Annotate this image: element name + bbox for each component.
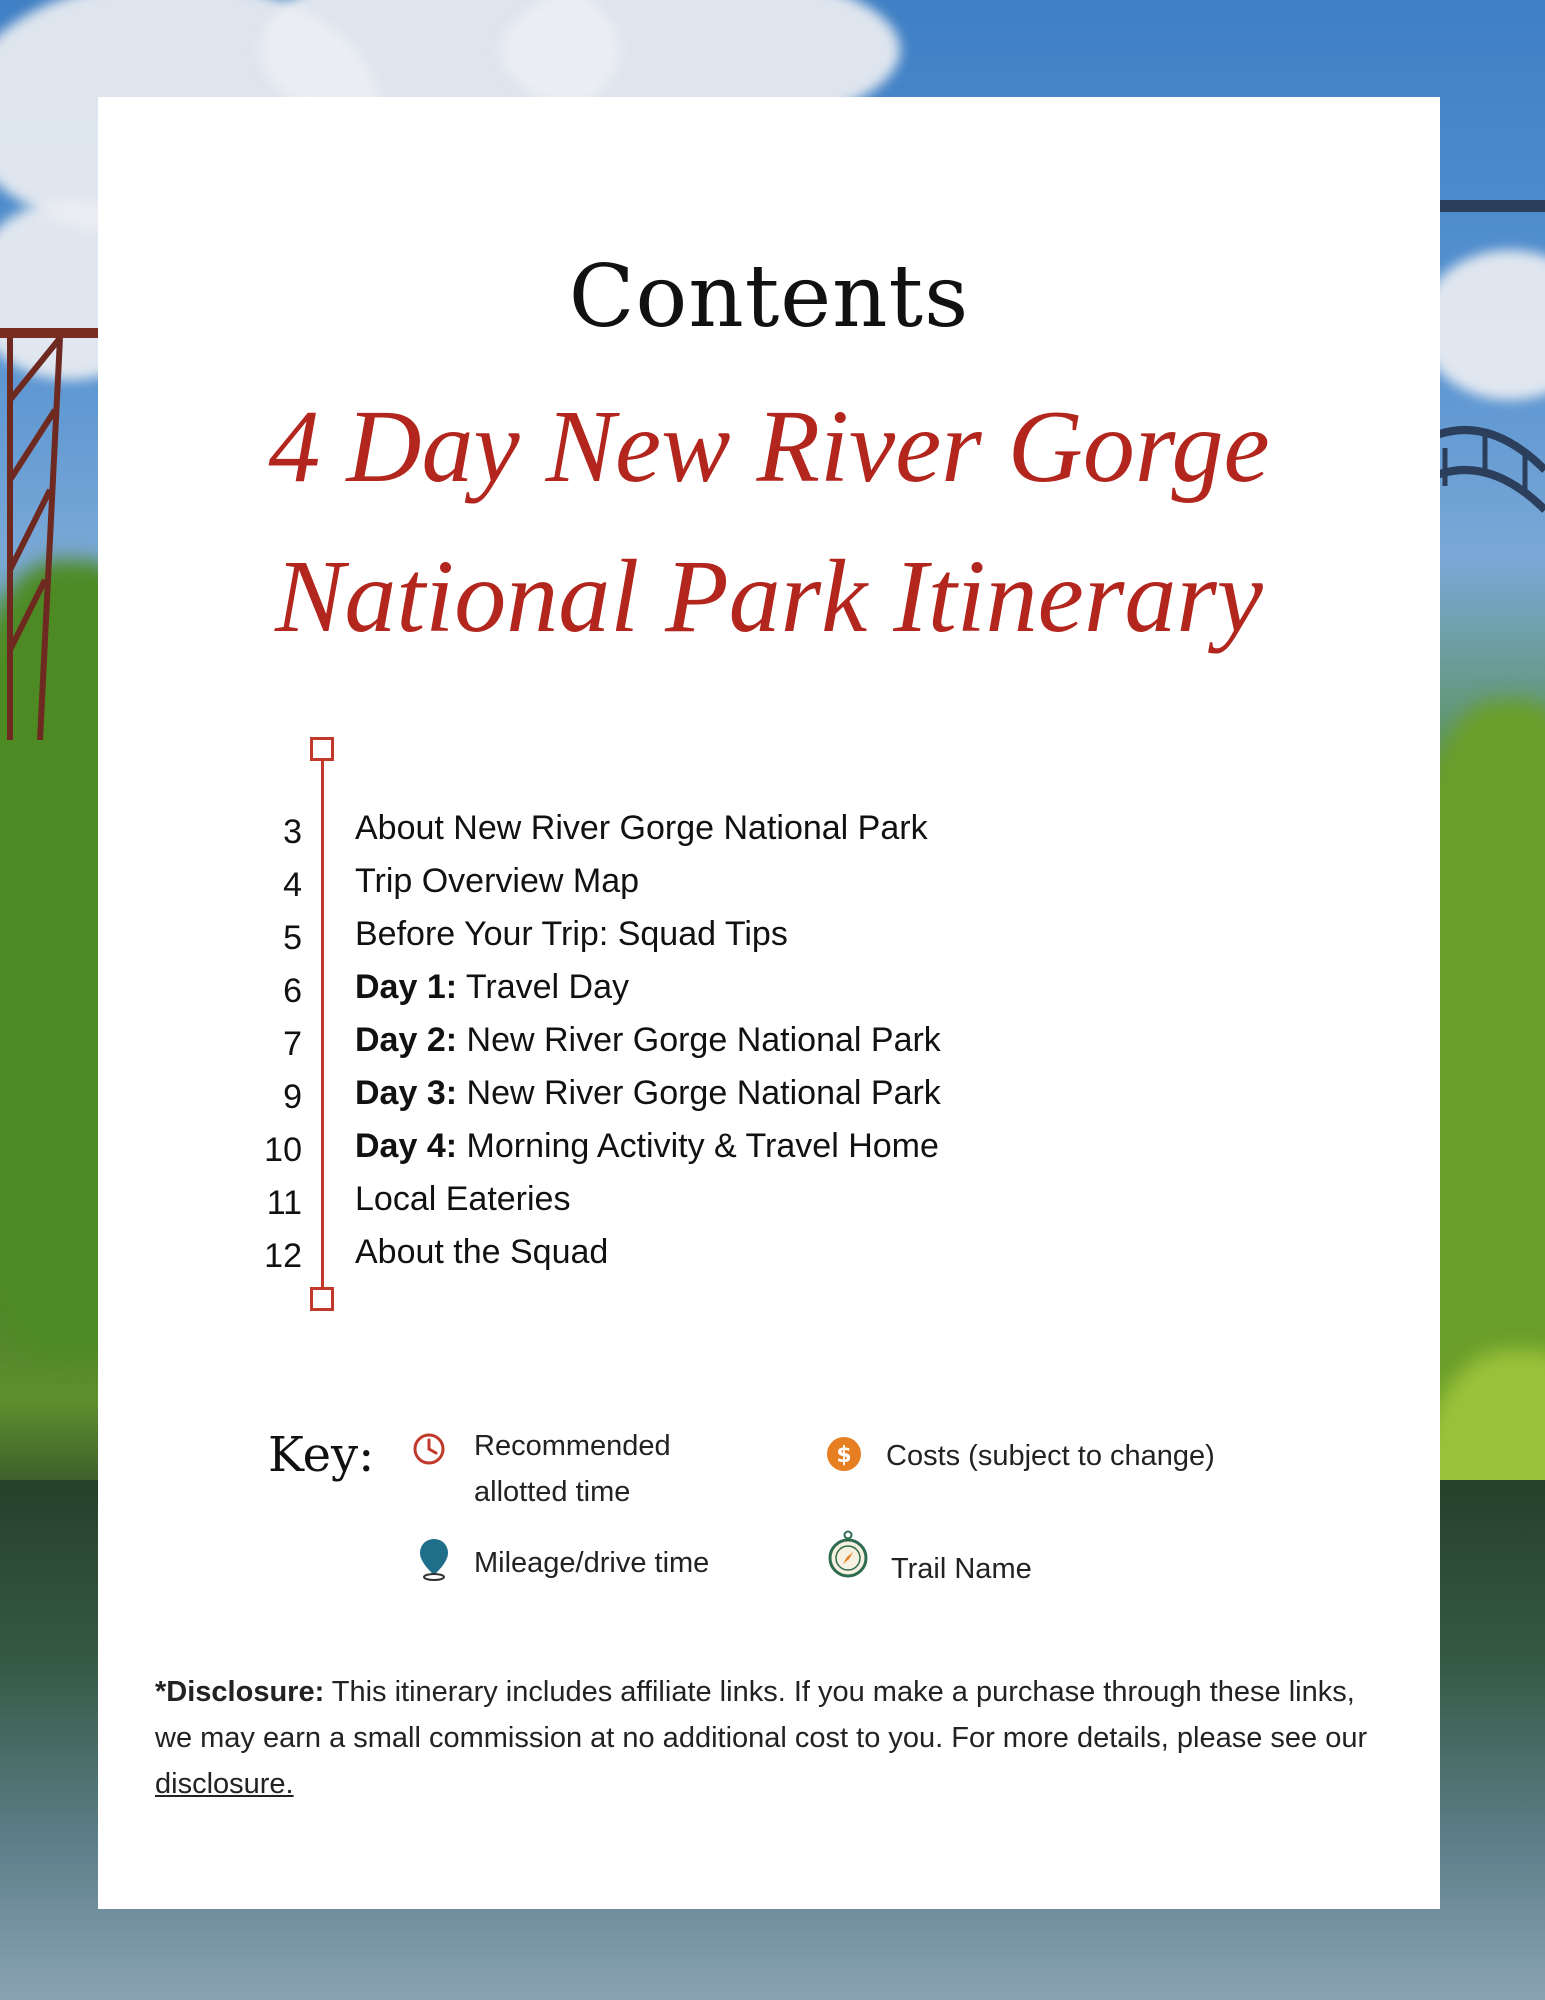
timeline-start-marker	[310, 737, 334, 761]
toc-timeline	[321, 749, 324, 1305]
key-label: Key:	[268, 1427, 375, 1483]
itinerary-title	[98, 372, 1440, 672]
key-mileage-label: Mileage/drive time	[474, 1547, 710, 1579]
toc-page-number: 5	[283, 919, 302, 957]
toc-title: Trip Overview Map	[355, 862, 640, 900]
key-costs-label: Costs (subject to change)	[886, 1440, 1215, 1472]
itinerary-title-line-1: 4 Day New River Gorge	[268, 389, 1270, 504]
toc-page-number: 4	[283, 866, 302, 904]
toc-title: Before Your Trip: Squad Tips	[355, 915, 788, 953]
toc-page-number: 7	[283, 1025, 302, 1063]
disclosure-heading: *Disclosure:	[155, 1676, 325, 1708]
toc-page-number: 10	[264, 1131, 302, 1169]
itinerary-title-line-2: National Park Itinerary	[275, 539, 1263, 654]
toc-page-number: 3	[283, 813, 302, 851]
toc-title: Day 2: New River Gorge National Park	[355, 1021, 941, 1059]
key-time-label: Recommended allotted time	[474, 1430, 671, 1508]
toc-page-number: 11	[266, 1184, 302, 1222]
key-trail-label: Trail Name	[891, 1553, 1032, 1585]
disclosure-link[interactable]: disclosure.	[155, 1768, 294, 1800]
compass-icon	[828, 1530, 868, 1580]
bridge-left-illustration	[0, 320, 100, 740]
toc-title: Day 4: Morning Activity & Travel Home	[355, 1127, 939, 1165]
toc-title: About the Squad	[355, 1233, 609, 1271]
toc-page-number: 12	[264, 1237, 302, 1275]
toc-title: Local Eateries	[355, 1180, 571, 1218]
bridge-right-illustration	[1425, 180, 1545, 600]
dollar-icon	[826, 1436, 862, 1472]
toc-title: Day 3: New River Gorge National Park	[355, 1074, 941, 1112]
disclosure-text: *Disclosure: This itinerary includes affiliate links. If you make a purchase through these links, we may earn a small commission at no additional cost to you. For more details, please see our disclosure.	[155, 1676, 1368, 1800]
svg-text:$: $	[836, 1443, 852, 1468]
toc-title: About New River Gorge National Park	[355, 809, 928, 847]
toc-page-number: 9	[283, 1078, 302, 1116]
clock-icon	[411, 1431, 447, 1467]
page-title: Contents	[568, 247, 970, 347]
contents-card	[98, 97, 1440, 1909]
toc-page-number: 6	[283, 972, 302, 1010]
toc-title: Day 1: Travel Day	[355, 968, 630, 1006]
map-pin-icon	[417, 1537, 451, 1581]
timeline-end-marker	[310, 1287, 334, 1311]
